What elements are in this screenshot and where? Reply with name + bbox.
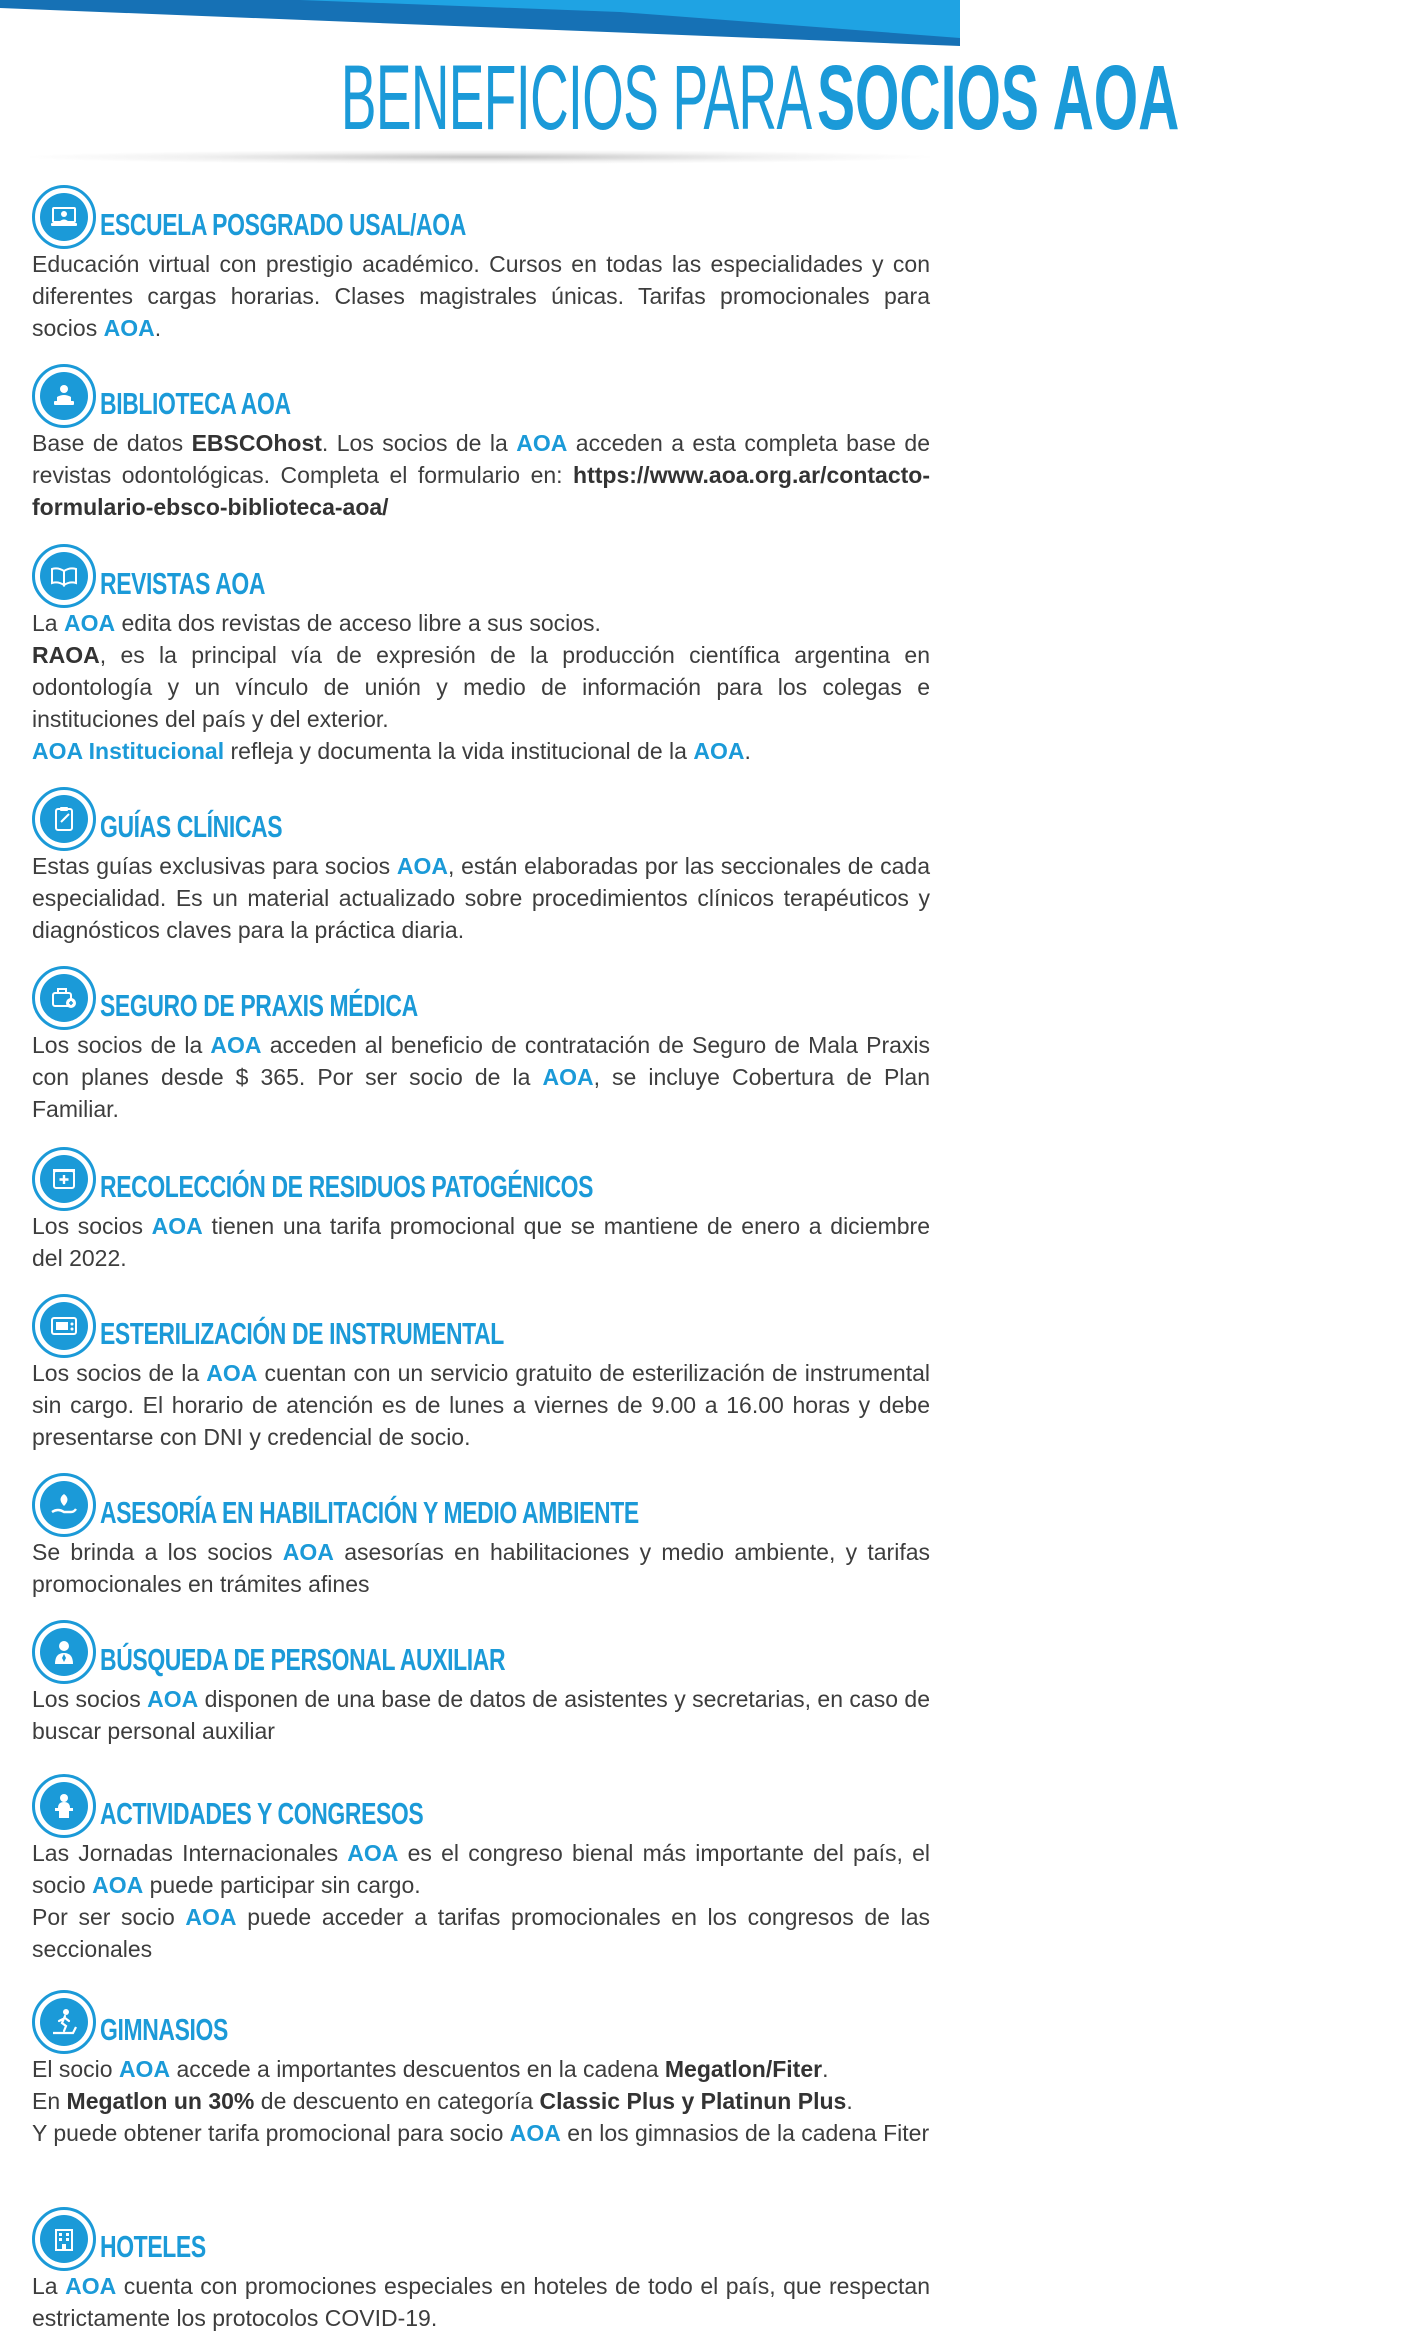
section-title: ESTERILIZACIÓN DE INSTRUMENTAL (100, 1316, 504, 1351)
environment-hand-icon (32, 1473, 96, 1537)
section-title: BIBLIOTECA AOA (100, 386, 291, 421)
virtual-class-icon (32, 185, 96, 249)
section-body: Los socios de la AOA acceden al beneficio de contratación de Seguro de Mala Praxis con planes desde $ 365. Por ser socio de la AOA, se incluye Cobertura de Plan Familiar. (32, 1032, 931, 1122)
section-title: ACTIVIDADES Y CONGRESOS (100, 1796, 424, 1831)
page-title-bold: SOCIOS AOA (817, 47, 1180, 149)
benefit-personal-auxiliar (32, 1620, 930, 1747)
section-body: Los socios AOA disponen de una base de datos de asistentes y secretarias, en caso de buscar personal auxiliar (32, 1686, 931, 1744)
section-body: Las Jornadas Internacionales AOA es el congreso bienal más importante del país, el socio AOA puede participar sin cargo. Por ser socio AOA puede acceder a tarifas promocionales en los congresos de las seccionales (32, 1840, 930, 1962)
benefit-actividades-congresos (32, 1774, 930, 1965)
section-title: REVISTAS AOA (100, 566, 266, 601)
section-body: Se brinda a los socios AOA asesorías en habilitaciones y medio ambiente, y tarifas promocionales en trámites afines (32, 1539, 931, 1597)
page-title (0, 47, 1180, 149)
benefit-guias-clinicas (32, 787, 930, 946)
title-divider-shadow (30, 150, 930, 164)
benefit-escuela-posgrado (32, 185, 930, 344)
section-title: BÚSQUEDA DE PERSONAL AUXILIAR (100, 1642, 506, 1677)
open-book-icon (32, 544, 96, 608)
section-title: SEGURO DE PRAXIS MÉDICA (100, 988, 418, 1023)
section-body: Estas guías exclusivas para socios AOA, están elaboradas por las seccionales de cada especialidad. Es un material actualizado sobre procedimientos clínicos terapéuticos y diagnósticos claves para la práctica diaria. (32, 853, 930, 943)
staff-person-icon (32, 1620, 96, 1684)
section-title: ASESORÍA EN HABILITACIÓN Y MEDIO AMBIENTE (100, 1495, 639, 1530)
section-title: GUÍAS CLÍNICAS (100, 809, 283, 844)
sterilizer-icon (32, 1294, 96, 1358)
benefit-hoteles (32, 2207, 930, 2334)
hotel-building-icon (32, 2207, 96, 2271)
benefit-revistas (32, 544, 930, 767)
benefit-gimnasios (32, 1990, 930, 2149)
section-title: GIMNASIOS (100, 2012, 228, 2047)
section-body: La AOA edita dos revistas de acceso libre a sus socios. RAOA, es la principal vía de expresión de la producción científica argentina en odontología y un vínculo de unión y medio de información para los colegas e instituciones del país y del exterior. AOA Institucional refleja y documenta la vida institucional de la AOA. (32, 610, 930, 764)
section-title: RECOLECCIÓN DE RESIDUOS PATOGÉNICOS (100, 1169, 594, 1204)
benefit-seguro-praxis (32, 966, 930, 1125)
section-body: El socio AOA accede a importantes descuentos en la cadena Megatlon/Fiter. En Megatlon un 30% de descuento en categoría Classic Plus y Platinun Plus. Y puede obtener tarifa promocional para socio AOA en los gimnasios de la cadena Fiter (32, 2056, 930, 2146)
lecture-podium-icon (32, 1774, 96, 1838)
page-title-light: BENEFICIOS PARA (340, 47, 812, 149)
section-title: ESCUELA POSGRADO USAL/AOA (100, 207, 466, 242)
form-link[interactable]: https://www.aoa.org.ar/contacto-formulario-ebsco-biblioteca-aoa/ (32, 462, 930, 520)
benefit-residuos-patogenicos (32, 1147, 930, 1274)
clipboard-icon (32, 787, 96, 851)
section-body: Educación virtual con prestigio académico. Cursos en todas las especialidades y con diferentes cargas horarias. Clases magistrales únicas. Tarifas promocionales para socios AOA. (32, 251, 930, 341)
benefit-asesoria-habilitacion (32, 1473, 930, 1600)
medical-waste-bin-icon (32, 1147, 96, 1211)
library-reader-icon (32, 364, 96, 428)
section-body: Los socios AOA tienen una tarifa promocional que se mantiene de enero a diciembre del 2022. (32, 1213, 930, 1271)
section-body: La AOA cuenta con promociones especiales en hoteles de todo el país, que respectan estrictamente los protocolos COVID-19. (32, 2273, 930, 2331)
insurance-briefcase-icon (32, 966, 96, 1030)
treadmill-icon (32, 1990, 96, 2054)
section-body: Base de datos EBSCOhost. Los socios de la AOA acceden a esta completa base de revistas odontológicas. Completa el formulario en: https://www.aoa.org.ar/contacto-formulario-ebsco-biblioteca-aoa/ (32, 430, 930, 520)
benefit-esterilizacion (32, 1294, 930, 1453)
section-body: Los socios de la AOA cuentan con un servicio gratuito de esterilización de instrumental sin cargo. El horario de atención es de lunes a viernes de 9.00 a 16.00 horas y debe presentarse con DNI y credencial de socio. (32, 1360, 930, 1450)
section-title: HOTELES (100, 2229, 206, 2264)
benefit-biblioteca (32, 364, 930, 523)
